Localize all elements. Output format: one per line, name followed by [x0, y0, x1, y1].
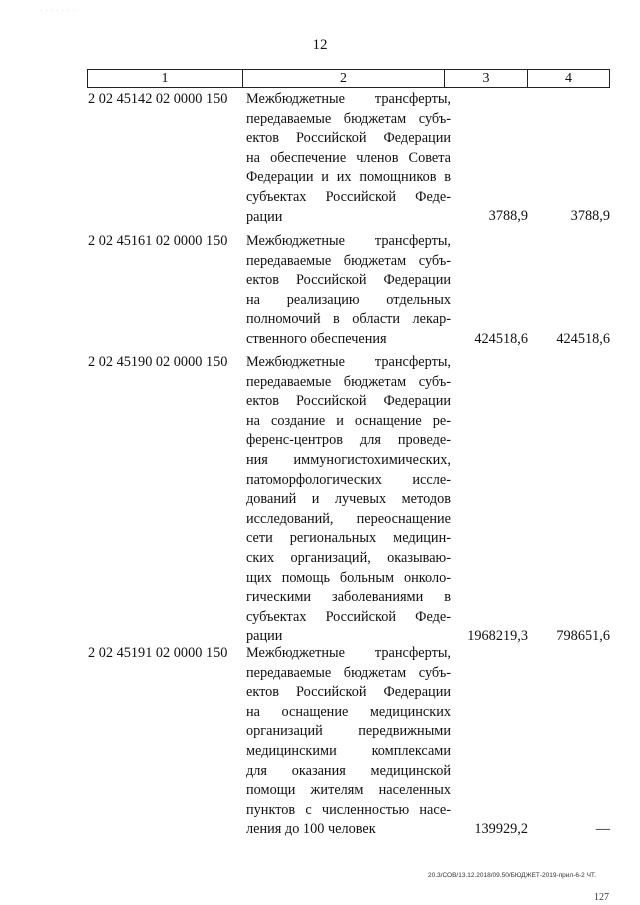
- description-line: ния иммуногистохимических,: [246, 451, 451, 468]
- description-line: ления до 100 человек: [246, 821, 376, 838]
- budget-code: 2 02 45190 02 0000 150: [88, 354, 228, 370]
- description-line: субъектах Российской Феде-: [246, 608, 451, 625]
- description-line: ектов Российской Федерации: [246, 393, 451, 410]
- table-row: [88, 90, 610, 227]
- description-line: рации: [246, 628, 283, 645]
- budget-code: 2 02 45191 02 0000 150: [88, 645, 228, 661]
- description-line: пунктов с численностью насе-: [246, 801, 451, 818]
- description-line: на оснащение медицинских: [246, 703, 451, 720]
- description-line: дований и лучевых методов: [246, 491, 451, 508]
- value-col-3: 3788,9: [488, 208, 528, 225]
- row-description: [246, 644, 451, 840]
- description-line: рации: [246, 208, 283, 225]
- value-col-4: —: [595, 821, 610, 838]
- table-row: [88, 644, 610, 840]
- description-line: Межбюджетные трансферты,: [246, 354, 451, 370]
- description-line: Межбюджетные трансферты,: [246, 91, 451, 107]
- value-col-4: 3788,9: [570, 208, 610, 225]
- value-col-3: 1968219,3: [467, 628, 528, 645]
- corner-number: 127: [594, 892, 609, 903]
- header-col-3: 3: [445, 70, 528, 87]
- value-col-4: 798651,6: [556, 628, 610, 645]
- description-line: щих помощь больным онколо-: [246, 569, 451, 586]
- value-col-4: 424518,6: [556, 331, 610, 348]
- description-line: на реализацию отдельных: [246, 291, 451, 308]
- description-line: передаваемые бюджетам субъ-: [246, 373, 451, 390]
- description-line: ектов Российской Федерации: [246, 684, 451, 701]
- header-col-2: 2: [243, 70, 445, 87]
- table-header: [87, 69, 610, 88]
- header-col-1: 1: [88, 70, 243, 87]
- description-line: для оказания медицинской: [246, 762, 451, 779]
- description-line: ектов Российской Федерации: [246, 272, 451, 289]
- page-number: 12: [312, 37, 328, 53]
- description-line: сети региональных медицин-: [246, 530, 451, 547]
- row-description: [246, 232, 451, 350]
- document-footer: 20.3/СОВ/13.12.2018/09.50/БЮДЖЕТ-2019-прил-6-2 ЧТ.: [428, 872, 596, 879]
- description-line: передаваемые бюджетам субъ-: [246, 110, 451, 127]
- description-line: на создание и оснащение ре-: [246, 412, 451, 429]
- description-line: передаваемые бюджетам субъ-: [246, 664, 451, 681]
- value-col-3: 139929,2: [474, 821, 528, 838]
- description-line: организаций передвижными: [246, 723, 451, 740]
- description-line: субъектах Российской Феде-: [246, 188, 451, 205]
- description-line: Федерации и их помощников в: [246, 169, 451, 186]
- header-col-4: 4: [565, 71, 572, 86]
- budget-code: 2 02 45161 02 0000 150: [88, 233, 228, 249]
- description-line: ских организаций, оказываю-: [246, 549, 451, 566]
- description-line: ференс-центров для проведе-: [246, 432, 451, 449]
- description-line: патоморфологических иссле-: [246, 471, 451, 488]
- description-line: исследований, переоснащение: [246, 510, 451, 527]
- table-row: [88, 353, 610, 647]
- description-line: ектов Российской Федерации: [246, 130, 451, 147]
- table-row: [88, 232, 610, 350]
- budget-code: 2 02 45142 02 0000 150: [88, 91, 228, 107]
- description-line: помощи жителям населенных: [246, 782, 451, 799]
- description-line: медицинскими комплексами: [246, 742, 451, 759]
- description-line: передаваемые бюджетам субъ-: [246, 252, 451, 269]
- description-line: на обеспечение членов Совета: [246, 149, 451, 166]
- row-description: [246, 90, 451, 227]
- description-line: Межбюджетные трансферты,: [246, 645, 451, 661]
- description-line: полномочий в области лекар-: [246, 311, 451, 328]
- description-line: гическими заболеваниями в: [246, 589, 451, 606]
- scan-mark: · · · · · · ·: [40, 8, 76, 14]
- description-line: Межбюджетные трансферты,: [246, 233, 451, 249]
- value-col-3: 424518,6: [474, 331, 528, 348]
- row-description: [246, 353, 451, 647]
- description-line: ственного обеспечения: [246, 330, 387, 347]
